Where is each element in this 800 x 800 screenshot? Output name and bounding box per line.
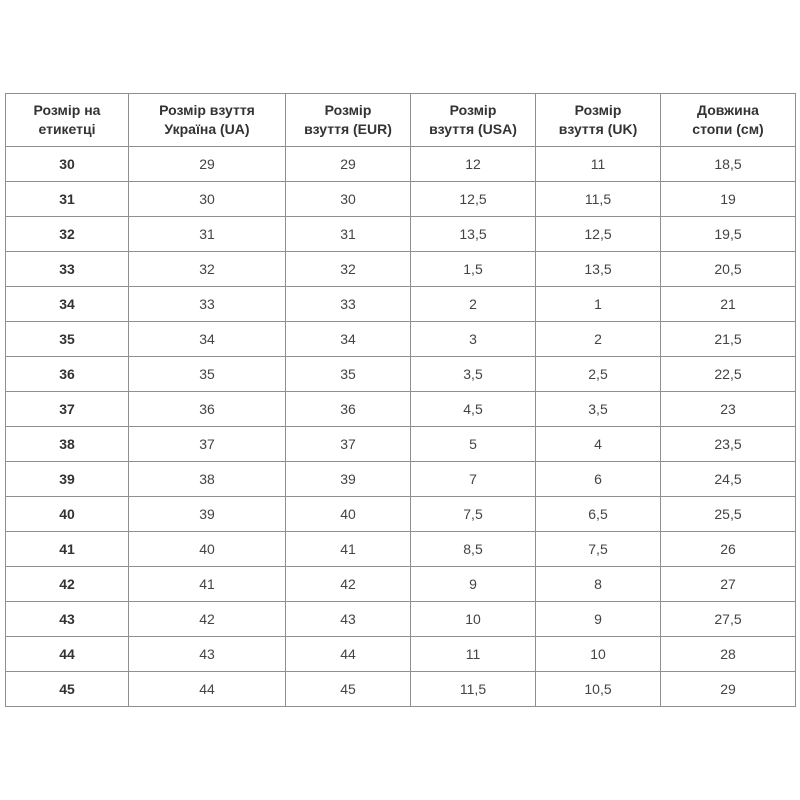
cell-label-size: 33	[6, 252, 129, 287]
table-row	[6, 322, 796, 357]
table-row	[6, 602, 796, 637]
cell-label-size: 36	[6, 357, 129, 392]
cell-ua-size: 41	[129, 567, 286, 602]
cell-label-size: 45	[6, 672, 129, 707]
cell-eur-size: 30	[286, 182, 411, 217]
cell-foot-length: 27,5	[661, 602, 796, 637]
cell-ua-size: 34	[129, 322, 286, 357]
table-row	[6, 182, 796, 217]
cell-usa-size: 8,5	[411, 532, 536, 567]
cell-eur-size: 36	[286, 392, 411, 427]
cell-foot-length: 21,5	[661, 322, 796, 357]
cell-eur-size: 39	[286, 462, 411, 497]
cell-usa-size: 11	[411, 637, 536, 672]
cell-label-size: 40	[6, 497, 129, 532]
cell-label-size: 30	[6, 147, 129, 182]
header-uk-size	[536, 94, 661, 147]
cell-uk-size: 11,5	[536, 182, 661, 217]
cell-eur-size: 33	[286, 287, 411, 322]
cell-uk-size: 1	[536, 287, 661, 322]
cell-label-size: 34	[6, 287, 129, 322]
table-body	[6, 147, 796, 707]
cell-uk-size: 9	[536, 602, 661, 637]
cell-usa-size: 11,5	[411, 672, 536, 707]
cell-label-size: 32	[6, 217, 129, 252]
cell-foot-length: 25,5	[661, 497, 796, 532]
cell-label-size: 41	[6, 532, 129, 567]
cell-ua-size: 44	[129, 672, 286, 707]
cell-label-size: 39	[6, 462, 129, 497]
header-usa-size	[411, 94, 536, 147]
cell-label-size: 38	[6, 427, 129, 462]
cell-uk-size: 2,5	[536, 357, 661, 392]
header-label-size	[6, 94, 129, 147]
cell-ua-size: 32	[129, 252, 286, 287]
header-ua-size	[129, 94, 286, 147]
cell-foot-length: 22,5	[661, 357, 796, 392]
cell-label-size: 42	[6, 567, 129, 602]
cell-uk-size: 6,5	[536, 497, 661, 532]
cell-eur-size: 31	[286, 217, 411, 252]
table-row	[6, 392, 796, 427]
cell-label-size: 37	[6, 392, 129, 427]
cell-uk-size: 12,5	[536, 217, 661, 252]
cell-uk-size: 3,5	[536, 392, 661, 427]
cell-ua-size: 43	[129, 637, 286, 672]
header-row	[6, 94, 796, 147]
cell-eur-size: 34	[286, 322, 411, 357]
table-header	[6, 94, 796, 147]
table-row	[6, 637, 796, 672]
cell-ua-size: 31	[129, 217, 286, 252]
table-row	[6, 357, 796, 392]
cell-foot-length: 27	[661, 567, 796, 602]
header-eur-size	[286, 94, 411, 147]
cell-ua-size: 35	[129, 357, 286, 392]
cell-eur-size: 35	[286, 357, 411, 392]
cell-usa-size: 3	[411, 322, 536, 357]
cell-foot-length: 23,5	[661, 427, 796, 462]
header-text: Розмір взуття (USA)	[429, 102, 517, 137]
size-chart	[5, 93, 795, 707]
cell-ua-size: 36	[129, 392, 286, 427]
cell-foot-length: 19,5	[661, 217, 796, 252]
header-text: Довжина стопи (см)	[692, 102, 764, 137]
cell-ua-size: 38	[129, 462, 286, 497]
cell-foot-length: 24,5	[661, 462, 796, 497]
cell-ua-size: 37	[129, 427, 286, 462]
cell-uk-size: 2	[536, 322, 661, 357]
table-row	[6, 147, 796, 182]
cell-eur-size: 29	[286, 147, 411, 182]
cell-foot-length: 26	[661, 532, 796, 567]
table-row	[6, 287, 796, 322]
header-text: Розмір взуття Україна (UA)	[159, 102, 255, 137]
cell-label-size: 43	[6, 602, 129, 637]
cell-foot-length: 20,5	[661, 252, 796, 287]
cell-uk-size: 10	[536, 637, 661, 672]
table-row	[6, 497, 796, 532]
cell-ua-size: 39	[129, 497, 286, 532]
cell-uk-size: 7,5	[536, 532, 661, 567]
cell-label-size: 35	[6, 322, 129, 357]
cell-eur-size: 40	[286, 497, 411, 532]
cell-foot-length: 29	[661, 672, 796, 707]
cell-eur-size: 43	[286, 602, 411, 637]
cell-label-size: 44	[6, 637, 129, 672]
cell-usa-size: 4,5	[411, 392, 536, 427]
cell-usa-size: 7	[411, 462, 536, 497]
cell-eur-size: 44	[286, 637, 411, 672]
cell-uk-size: 13,5	[536, 252, 661, 287]
table-row	[6, 252, 796, 287]
cell-usa-size: 13,5	[411, 217, 536, 252]
cell-foot-length: 21	[661, 287, 796, 322]
header-text: Розмір взуття (UK)	[558, 102, 638, 137]
cell-uk-size: 11	[536, 147, 661, 182]
cell-usa-size: 9	[411, 567, 536, 602]
cell-uk-size: 4	[536, 427, 661, 462]
cell-ua-size: 40	[129, 532, 286, 567]
cell-foot-length: 18,5	[661, 147, 796, 182]
cell-ua-size: 42	[129, 602, 286, 637]
cell-label-size: 31	[6, 182, 129, 217]
table-row	[6, 427, 796, 462]
cell-usa-size: 12,5	[411, 182, 536, 217]
table-row	[6, 672, 796, 707]
header-text: Розмір взуття (EUR)	[304, 102, 392, 137]
header-foot-length	[661, 94, 796, 147]
size-table	[5, 93, 796, 707]
cell-usa-size: 3,5	[411, 357, 536, 392]
cell-uk-size: 8	[536, 567, 661, 602]
cell-uk-size: 6	[536, 462, 661, 497]
cell-eur-size: 41	[286, 532, 411, 567]
cell-eur-size: 37	[286, 427, 411, 462]
cell-ua-size: 33	[129, 287, 286, 322]
cell-usa-size: 12	[411, 147, 536, 182]
cell-usa-size: 1,5	[411, 252, 536, 287]
cell-ua-size: 29	[129, 147, 286, 182]
cell-usa-size: 5	[411, 427, 536, 462]
cell-usa-size: 10	[411, 602, 536, 637]
table-row	[6, 567, 796, 602]
cell-eur-size: 32	[286, 252, 411, 287]
cell-foot-length: 28	[661, 637, 796, 672]
cell-foot-length: 19	[661, 182, 796, 217]
cell-usa-size: 7,5	[411, 497, 536, 532]
table-row	[6, 462, 796, 497]
table-row	[6, 217, 796, 252]
header-text: Розмір на етикетці	[33, 102, 101, 137]
table-row	[6, 532, 796, 567]
cell-foot-length: 23	[661, 392, 796, 427]
cell-ua-size: 30	[129, 182, 286, 217]
cell-eur-size: 45	[286, 672, 411, 707]
cell-usa-size: 2	[411, 287, 536, 322]
cell-uk-size: 10,5	[536, 672, 661, 707]
cell-eur-size: 42	[286, 567, 411, 602]
